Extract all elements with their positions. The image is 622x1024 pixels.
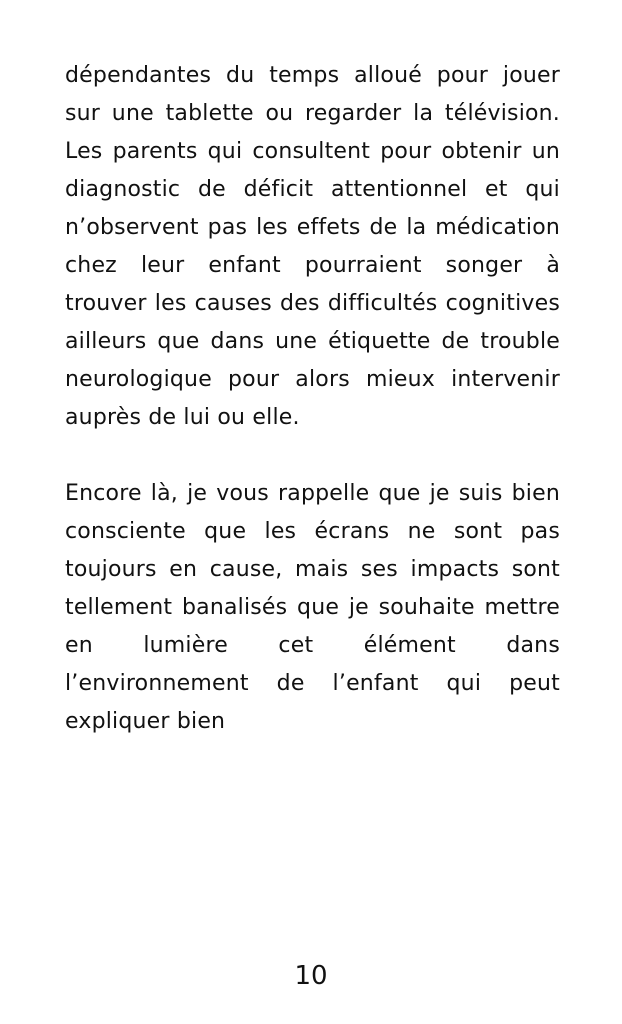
paragraph-2: Encore là, je vous rappelle que je suis bien consciente que les écrans ne sont pas toujours en cause, mais ses impacts sont tellement banalisés que je souhaite mettre en lumière cet élément dans l’environnement de l’enfant qui peut expliquer bien: [65, 481, 560, 734]
paragraph-1: dépendantes du temps alloué pour jouer sur une tablette ou regarder la télévision. Les parents qui consultent pour obtenir un diagnostic de déficit attentionnel et qui n’observent pas les effets de la médication chez leur enfant pourraient songer à trouver les causes des difficultés cognitives ailleurs que dans une étiquette de trouble neurologique pour alors mieux intervenir auprès de lui ou elle.: [65, 63, 560, 430]
page-number: 10: [294, 961, 328, 991]
page-body: [65, 57, 560, 741]
